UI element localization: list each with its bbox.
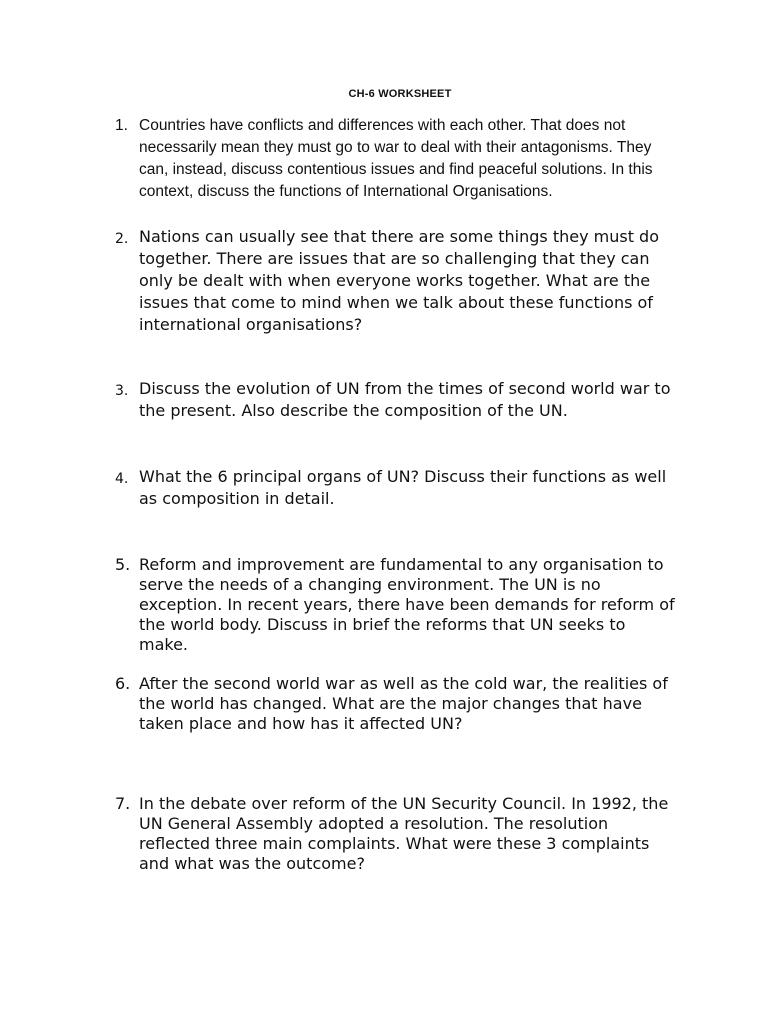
question-text-2: Nations can usually see that there are some things they must do together. There are issues that are so challenging that they can only be dealt with when everyone works together. What are the issues that come to mind when we talk about these functions of international organisations? <box>139 227 659 334</box>
question-number-5: 5. <box>115 555 131 574</box>
question-number-1: 1. <box>115 117 128 134</box>
question-text-6: After the second world war as well as the cold war, the realities of the world has changed. What are the major changes that have taken place and how has it affected UN? <box>139 674 668 733</box>
question-text-3: Discuss the evolution of UN from the times of second world war to the present. Also describe the composition of the UN. <box>139 379 671 420</box>
question-item-6 <box>115 674 675 734</box>
worksheet-title: CH-6 WORKSHEET <box>348 88 452 100</box>
question-text-7: In the debate over reform of the UN Security Council. In 1992, the UN General Assembly adopted a resolution. The resolution reflected three main complaints. What were these 3 complaints and what was the outcome? <box>139 794 669 873</box>
question-text-5: Reform and improvement are fundamental to any organisation to serve the needs of a changing environment. The UN is no exception. In recent years, there have been demands for reform of the world body. Discuss in brief the reforms that UN seeks to make. <box>139 555 675 654</box>
question-number-6: 6. <box>115 674 131 693</box>
question-item-2 <box>115 226 675 336</box>
question-item-3 <box>115 378 675 422</box>
question-item-4 <box>115 466 675 510</box>
question-text-1: Countries have conflicts and differences with each other. That does not necessarily mean they must go to war to deal with their antagonisms. They can, instead, discuss contentious issues and find peaceful solutions. In this context, discuss the functions of International Organisations. <box>139 117 653 200</box>
question-number-4: 4. <box>115 471 129 487</box>
question-number-2: 2. <box>115 231 129 247</box>
question-item-5 <box>115 555 675 655</box>
question-number-3: 3. <box>115 383 129 399</box>
question-text-4: What the 6 principal organs of UN? Discuss their functions as well as composition in detail. <box>139 467 667 508</box>
question-item-1 <box>115 115 675 203</box>
question-number-7: 7. <box>115 794 131 813</box>
question-item-7 <box>115 794 675 874</box>
